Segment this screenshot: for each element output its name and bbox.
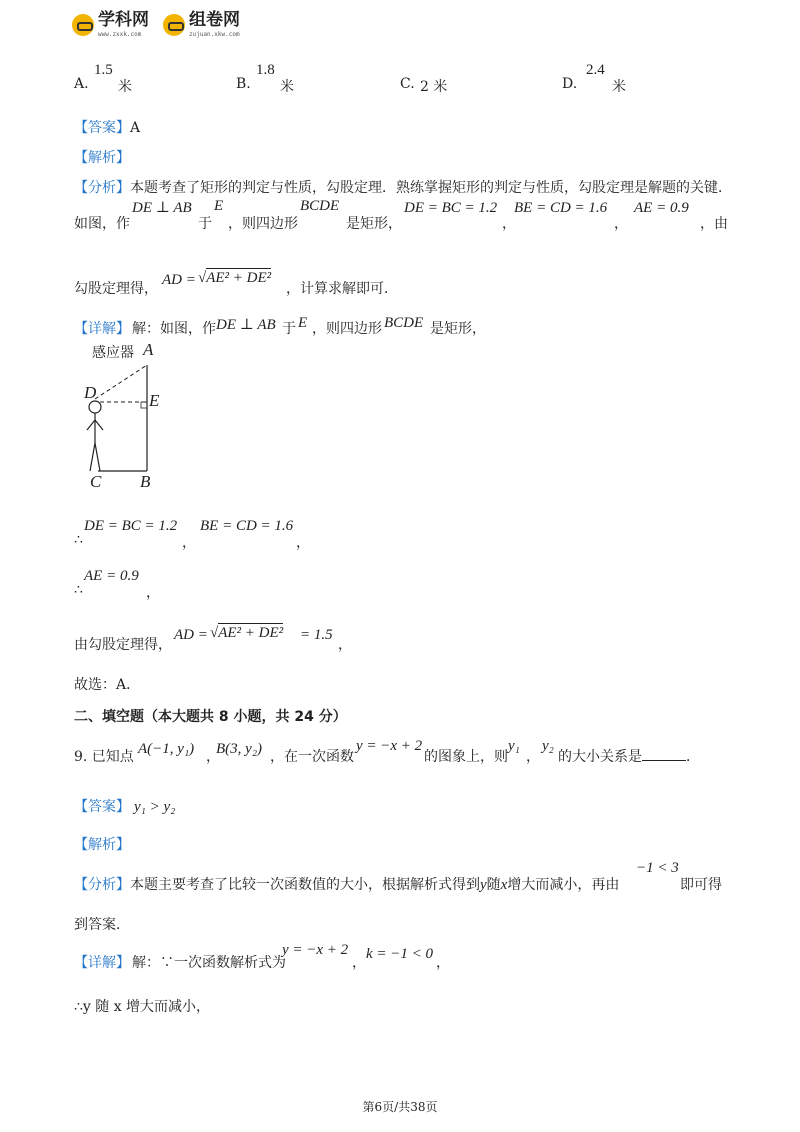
text-segment: 随 [486,877,501,893]
detail-tag: 【详解】 [74,321,130,337]
text-segment: ，在一次函数 [270,749,354,765]
comma: ， [526,749,540,765]
person-arm-left [87,420,95,430]
right-angle-mark [141,402,147,408]
fenxi-text [74,874,619,894]
math-ae: AE = 0.9 [84,568,139,584]
q9-answer: y₁ > y₂ [134,799,176,815]
figure-svg [78,340,188,490]
math-point-b: B(3, y₂) [216,741,263,757]
text-segment: 是矩形， [346,216,402,232]
header-logos [72,12,240,38]
person-arm-right [95,420,103,430]
sqrt-radicand: AE² + DE² [206,270,272,286]
math-de-bc: DE = BC = 1.2 [84,518,178,534]
text-segment: 是矩形， [430,321,486,337]
q8-answer-line [74,117,140,137]
therefore-symbol: ∴ [74,582,83,598]
comma: ， [502,216,516,232]
text-segment: 的图象上，则 [424,749,508,765]
sensor-label: 感应器 [92,345,134,361]
q8-choice: 故选：A． [74,677,141,693]
text-segment: 增大而减小，再由 [507,877,620,893]
sqrt-radicand: AE² + DE² [218,625,284,641]
math-function: y = −x + 2 [356,738,423,754]
text-segment: 解：如图，作 [132,321,216,337]
q8-answer: A [130,120,141,136]
zujuan-logo-url: zujuan.xkw.com [189,31,240,38]
page-footer: 第6页/共38页 [362,1100,438,1114]
option-b-unit: 米 [280,79,294,95]
comma: ， [338,637,352,653]
math-de-perp-ab: DE ⊥ AB [132,200,192,216]
zujuan-logo [163,12,240,38]
answer-tag: 【答案】 [74,120,130,136]
math-ad: AD = [162,272,196,288]
analysis-tag: 【解析】 [74,150,130,166]
option-c-value: 2 米 [420,79,448,95]
text-segment: 由勾股定理得， [74,637,172,653]
person-leg-right [95,443,100,471]
text-segment: 即可得 [680,877,722,893]
q9-answer-line [74,796,175,816]
text-segment: ，由 [700,216,728,232]
math-bcde: BCDE [384,315,424,331]
point-b-label: B [140,472,151,491]
q8-fenxi-line1 [74,177,732,197]
text-segment: 解：∵一次函数解析式为 [132,955,286,971]
zujuan-logo-icon [163,14,185,36]
option-c-label: C. [400,76,415,92]
fenxi-tag: 【分析】 [74,877,130,893]
math-function: y = −x + 2 [282,942,349,958]
sightline-ad [95,365,147,399]
q9-number: 9. 已知点 [74,749,134,765]
option-d-value: 2.4 [586,62,605,78]
comma: ， [206,749,220,765]
text-segment: 本题主要考查了比较一次函数值的大小，根据解析式得到 [130,877,480,893]
therefore-symbol: ∴ [74,532,83,548]
math-e: E [214,198,224,214]
point-d-label: D [84,383,97,402]
zujuan-logo-text: 组卷网 [189,10,240,30]
xueke-logo-icon [72,14,94,36]
comma: ， [182,535,196,551]
math-e: E [298,315,308,331]
math-bcde: BCDE [300,198,340,214]
analysis-tag: 【解析】 [74,837,130,853]
math-de-perp-ab: DE ⊥ AB [216,317,276,333]
math-k: k = −1 < 0 [366,946,434,962]
q9-tail: 的大小关系是 ． [558,749,700,765]
math-ad: AD = [174,627,208,643]
q9-detail-line2: ∴y 随 x 增大而减小， [74,999,211,1015]
person-leg-left [90,443,95,471]
comma: ， [296,535,310,551]
sqrt-expr: √AE² + DE² [198,270,272,286]
section-heading: 二、填空题（本大题共 8 小题，共 24 分） [74,709,347,725]
point-e-label: E [149,391,160,410]
math-point-a: A(−1, y₁) [138,741,195,757]
math-be-cd: BE = CD = 1.6 [514,200,608,216]
text-segment: ，则四边形 [312,321,382,337]
detail-tag: 【详解】 [74,955,130,971]
comma: ， [146,585,160,601]
text-segment: 于 [198,216,212,232]
math-y2: y₂ [542,738,554,754]
fenxi-text: 本题考查了矩形的判定与性质，勾股定理．熟练掌握矩形的判定与性质，勾股定理是解题的关键． [130,180,732,196]
math-de-bc: DE = BC = 1.2 [404,200,498,216]
option-d-unit: 米 [612,79,626,95]
text-segment: 于 [282,321,296,337]
answer-tag: 【答案】 [74,799,130,815]
math-ae: AE = 0.9 [634,200,689,216]
answer-blank[interactable] [642,748,686,761]
fenxi-tag: 【分析】 [74,180,130,196]
xueke-logo-text: 学科网 [98,10,149,30]
comma: ， [436,955,450,971]
point-a-label: A [143,340,154,359]
text-segment: 如图，作 [74,216,130,232]
math-x: x [500,877,508,893]
text-segment: ，则四边形 [228,216,298,232]
sqrt-expr: √AE² + DE² [210,625,284,641]
math-y1: y₁ [508,738,520,754]
comma: ， [614,216,628,232]
q9-fenxi-line2: 到答案． [74,917,130,933]
text-segment: 勾股定理得， [74,281,158,297]
math-be-cd: BE = CD = 1.6 [200,518,294,534]
math-inequality: −1 < 3 [636,860,679,876]
xueke-logo-url: www.zxxk.com [98,31,142,38]
comma: ， [352,955,366,971]
text-segment: 的大小关系是 [558,749,642,765]
option-b-label: B. [236,76,251,92]
math-y: y [480,877,487,893]
option-a-value: 1.5 [94,62,113,78]
option-a-label: A. [74,76,89,92]
text-segment: ，计算求解即可． [286,281,398,297]
math-result: = 1.5 [300,627,333,643]
option-d-label: D. [562,76,578,92]
point-c-label: C [90,472,102,491]
option-b-value: 1.8 [256,62,275,78]
xueke-logo [72,12,149,38]
option-a-unit: 米 [118,79,132,95]
